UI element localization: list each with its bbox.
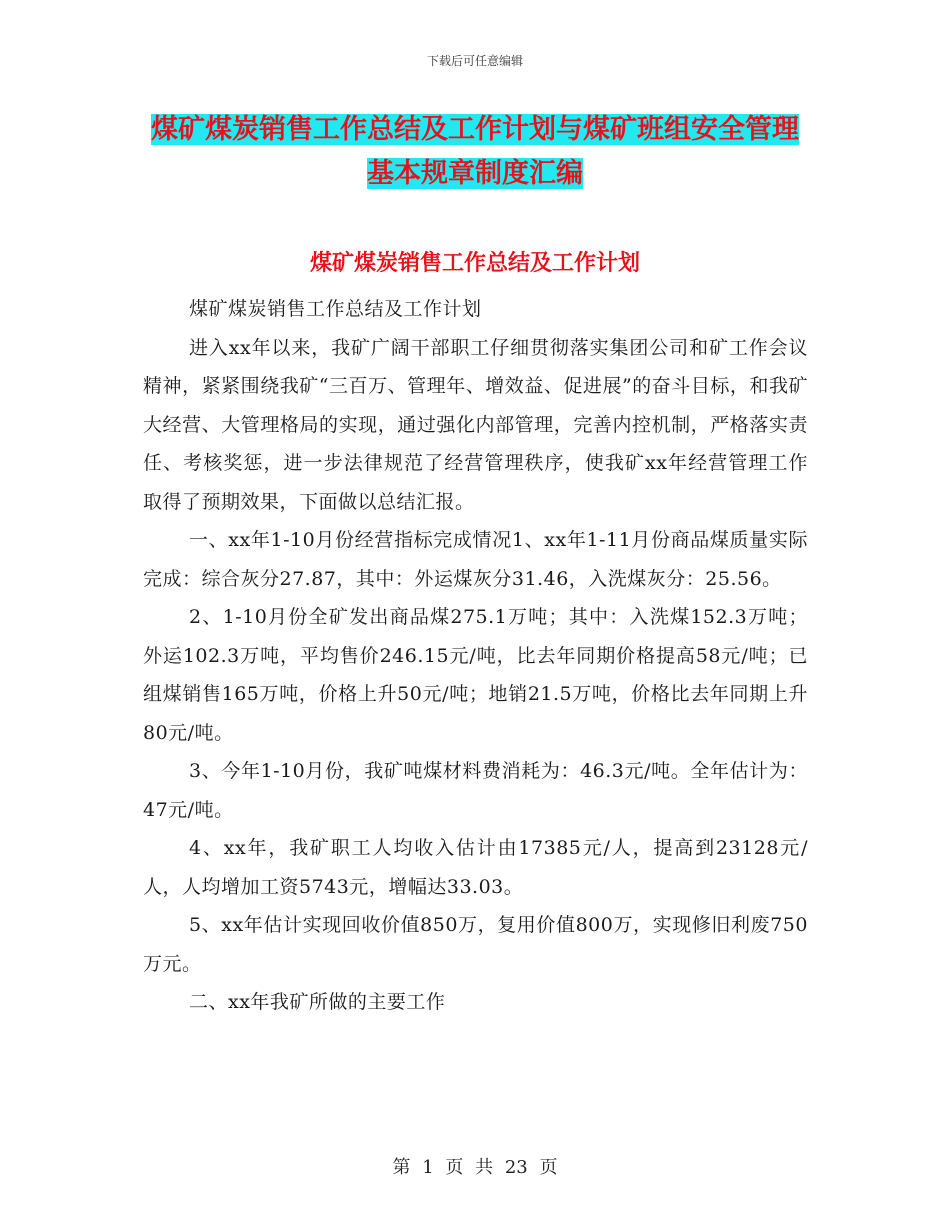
section-title: 煤矿煤炭销售工作总结及工作计划	[309, 251, 640, 276]
paragraph-item-2: 2、1-10月份全矿发出商品煤275.1万吨；其中：入洗煤152.3万吨；外运102.3万吨，平均售价246.15元/吨，比去年同期价格提高58元/吨；已组煤销售165万吨，价格上升50元/吨；地销21.5万吨，价格比去年同期上升80元/吨。	[143, 606, 808, 744]
main-title-text: 煤矿煤炭销售工作总结及工作计划与煤矿班组安全管理基本规章制度汇编	[151, 114, 799, 189]
page-footer: 第 1 页 共 23 页	[392, 1157, 558, 1178]
paragraph-item-3: 3、今年1-10月份，我矿吨煤材料费消耗为：46.3元/吨。全年估计为：47元/吨。	[143, 760, 808, 821]
document-body	[143, 290, 808, 1022]
paragraph-section-2: 二、xx年我矿所做的主要工作	[189, 991, 446, 1013]
paragraph-subtitle: 煤矿煤炭销售工作总结及工作计划	[189, 298, 482, 320]
paragraph-item-5: 5、xx年估计实现回收价值850万，复用价值800万，实现修旧利废750万元。	[143, 914, 808, 975]
paragraph-item-1: 一、xx年1-10月份经营指标完成情况1、xx年1-11月份商品煤质量实际完成：综合灰分27.87，其中：外运煤灰分31.46，入洗煤灰分：25.56。	[143, 529, 808, 590]
header-note: 下载后可任意编辑	[426, 54, 523, 68]
document-main-title	[150, 108, 800, 196]
paragraph-item-4: 4、xx年，我矿职工人均收入估计由17385元/人，提高到23128元/人，人均增加工资5743元，增幅达33.03。	[143, 837, 808, 898]
paragraph-intro: 进入xx年以来，我矿广阔干部职工仔细贯彻落实集团公司和矿工作会议精神，紧紧围绕我矿“三百万、管理年、增效益、促进展”的奋斗目标，和我矿大经营、大管理格局的实现，通过强化内部管理，完善内控机制，严格落实责任、考核奖惩，进一步法律规范了经营管理秩序，使我矿xx年经营管理工作取得了预期效果，下面做以总结汇报。	[143, 336, 808, 513]
